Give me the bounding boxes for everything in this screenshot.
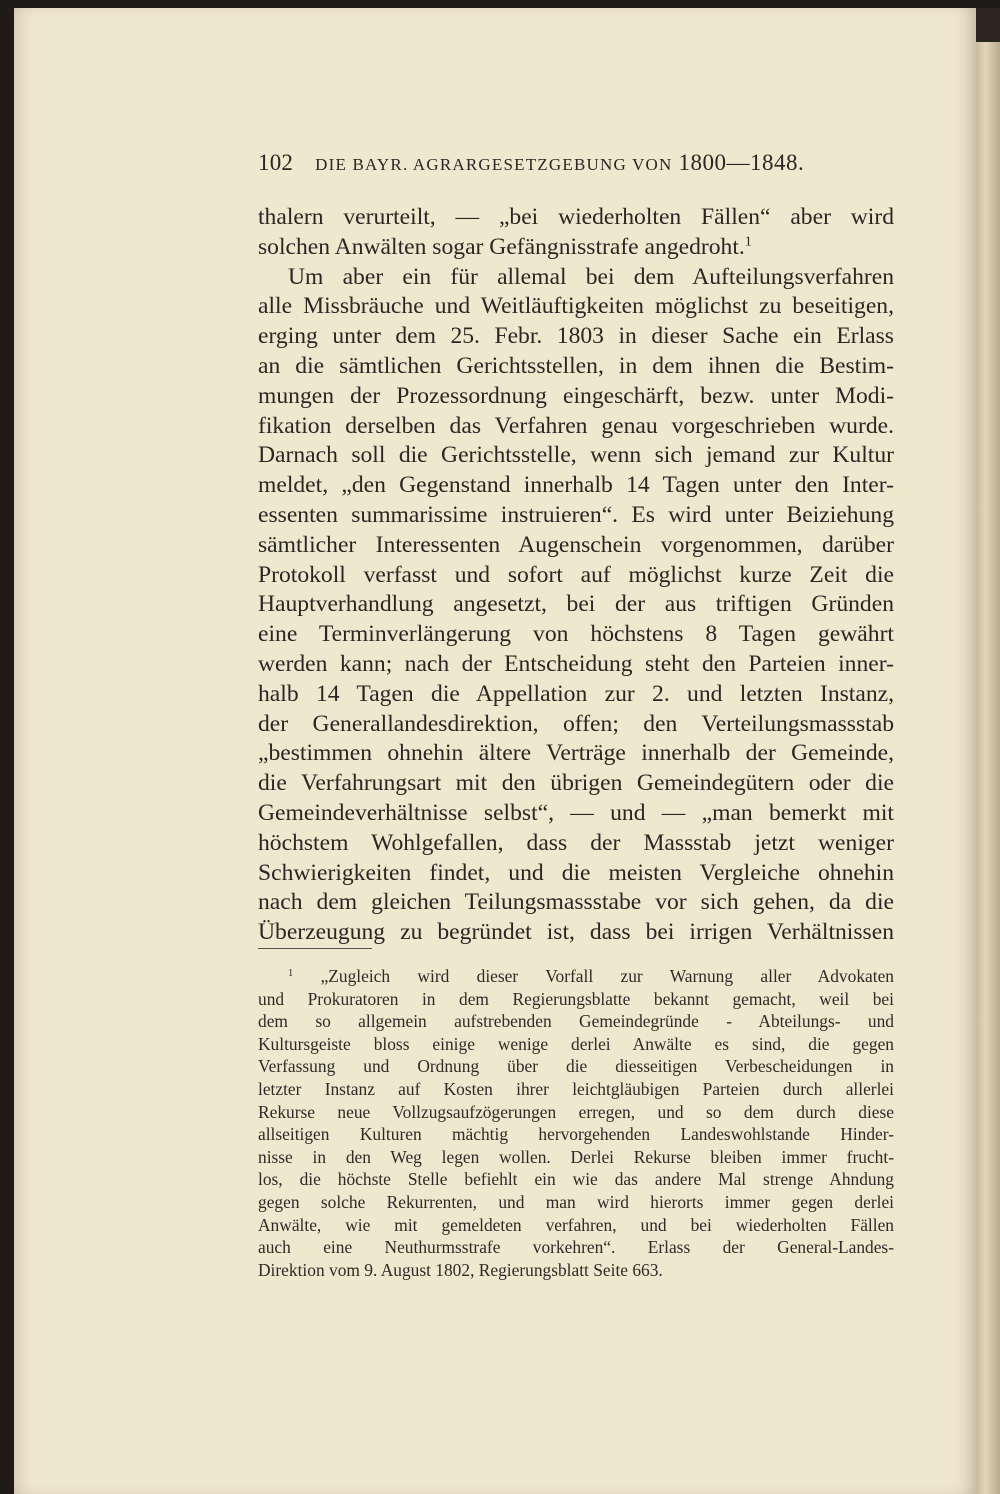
text-line: werden kann; nach der Entscheidung steht den Parteien inner- (258, 650, 894, 677)
text-line: solchen Anwälten sogar Gefängnisstrafe angedroht.$^1$ (258, 233, 752, 260)
footnote-line: Kultursgeiste bloss einige wenige derlei Anwälte es sind, die gegen (258, 1033, 894, 1054)
text-line: Um aber ein für allemal bei dem Aufteilungsverfahren (288, 263, 894, 290)
text-line: Überzeugung zu begründet ist, dass bei irrigen Verhältnissen (258, 919, 894, 946)
running-header (258, 150, 898, 176)
footnote-line: letzter Instanz auf Kosten ihrer leichtgläubigen Parteien durch allerlei (258, 1078, 894, 1099)
footnote-line: und Prokuratoren in dem Regierungsblatte bekannt gemacht, weil bei (258, 988, 894, 1009)
text-line: alle Missbräuche und Weitläuftigkeiten möglichst zu beseitigen, (258, 293, 894, 320)
text-line: die Verfahrungsart mit den übrigen Gemeindegütern oder die (258, 770, 894, 797)
text-line: fikation derselben das Verfahren genau vorgeschrieben wurde. (258, 412, 894, 439)
footnote-line: $^1$ „Zugleich wird dieser Vorfall zur Warnung aller Advokaten (288, 966, 894, 986)
main-text (258, 203, 894, 948)
footnote-line: nisse in den Weg legen wollen. Derlei Rekurse bleiben immer frucht- (258, 1146, 894, 1167)
text-line: erging unter dem 25. Febr. 1803 in dieser Sache ein Erlass (258, 323, 894, 350)
page-edge (976, 8, 1000, 1494)
text-line: „bestimmen ohnehin ältere Verträge innerhalb der Gemeinde, (258, 740, 894, 767)
text-line: nach dem gleichen Teilungsmassstabe vor sich gehen, da die (258, 889, 894, 916)
text-line: thalern verurteilt, — „bei wiederholten Fällen“ aber wird (258, 204, 894, 230)
text-line: halb 14 Tagen die Appellation zur 2. und letzten Instanz, (258, 680, 894, 707)
page-number: 102 (258, 150, 294, 175)
footnote-line: Rekurse neue Vollzugsaufzögerungen erregen, und so dem durch diese (258, 1101, 894, 1122)
text-line: mungen der Prozessordnung eingeschärft, bezw. unter Modi- (258, 382, 894, 409)
footnote-divider (258, 948, 372, 949)
text-line: essenten summarissime instruieren“. Es wird unter Beiziehung (258, 501, 894, 528)
footnote-line: dem so allgemein aufstrebenden Gemeindegründe - Abteilungs- und (258, 1011, 894, 1032)
text-line: höchstem Wohlgefallen, dass der Massstab jetzt weniger (258, 829, 894, 856)
running-title-years: 1800—1848. (678, 150, 805, 175)
footnote-line: Verfassung und Ordnung über die diesseitigen Verbescheidungen in (258, 1056, 894, 1077)
footnote-line: los, die höchste Stelle befiehlt ein wie das andere Mal strenge Ahndung (258, 1169, 894, 1190)
text-line: Schwierigkeiten findet, und die meisten Vergleiche ohnehin (258, 859, 894, 886)
footnote-line: gegen solche Rekurrenten, und man wird hierorts immer gegen derlei (258, 1191, 894, 1212)
page-tab (976, 8, 1000, 42)
footnote-line: Direktion vom 9. August 1802, Regierungsblatt Seite 663. (258, 1259, 663, 1280)
text-line: Protokoll verfasst und sofort auf möglichst kurze Zeit die (258, 561, 894, 588)
footnotes (258, 965, 894, 1281)
footnote-line: Anwälte, wie mit gemeldeten verfahren, und bei wiederholten Fällen (258, 1214, 894, 1235)
footnote-marker: 1 (744, 233, 752, 250)
text-line: meldet, „den Gegenstand innerhalb 14 Tagen unter den Inter- (258, 472, 894, 499)
footnote-line: allseitigen Kulturen mächtig hervorgehenden Landeswohlstande Hinder- (258, 1124, 894, 1145)
running-title: DIE BAYR. AGRARGESETZGEBUNG VON (315, 155, 673, 174)
footnote-line: auch eine Neuthurmsstrafe vorkehren“. Erlass der General-Landes- (258, 1237, 894, 1258)
text-line: an die sämtlichen Gerichtsstellen, in dem ihnen die Bestim- (258, 352, 894, 379)
text-line: der Generallandesdirektion, offen; den Verteilungsmassstab (258, 710, 894, 737)
text-line: sämtlicher Interessenten Augenschein vorgenommen, darüber (258, 531, 894, 558)
text-line: eine Terminverlängerung von höchstens 8 Tagen gewährt (258, 621, 894, 648)
text-line: Gemeindeverhältnisse selbst“, — und — „man bemerkt mit (258, 799, 894, 826)
text-line: Hauptverhandlung angesetzt, bei der aus triftigen Gründen (258, 591, 894, 618)
text-line: Darnach soll die Gerichtsstelle, wenn sich jemand zur Kultur (258, 442, 894, 469)
footnote-number: 1 (288, 967, 294, 979)
